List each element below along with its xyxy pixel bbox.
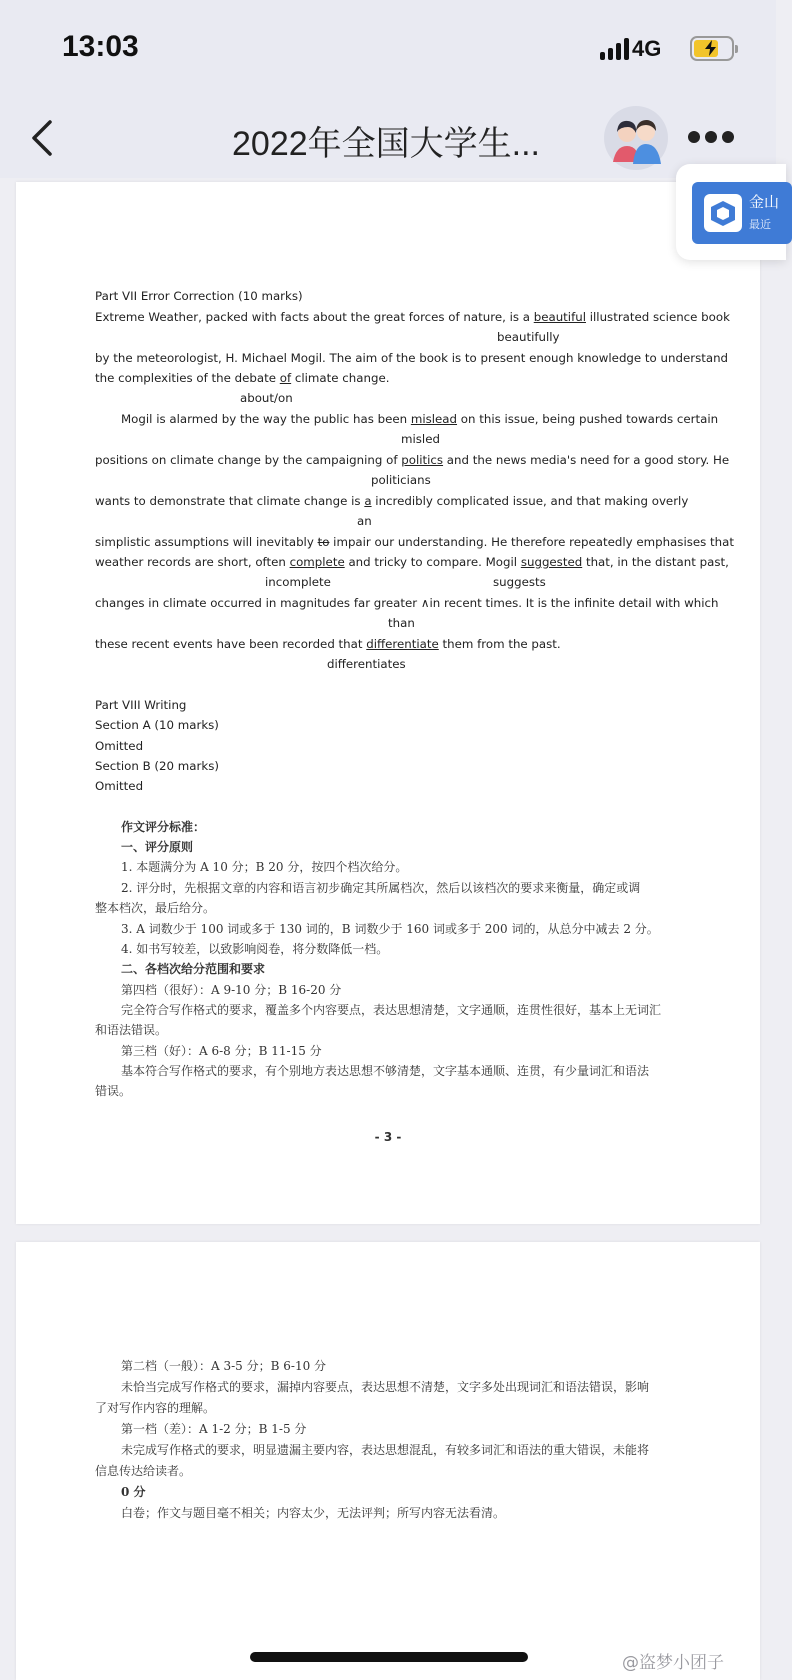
watermark: @盗梦小团子	[622, 1653, 724, 1673]
grade-desc: 白卷；作文与题目毫不相关；内容太少，无法评判；所写内容无法看清。	[121, 1506, 506, 1520]
page-number: - 3 -	[374, 1130, 402, 1144]
text-line: the complexities of the debate of climate change.	[95, 371, 390, 385]
status-bar	[0, 0, 776, 96]
grade-desc: 错误。	[95, 1084, 132, 1098]
document-page-2	[16, 1242, 760, 1680]
criteria-heading: 一、评分原则	[121, 840, 194, 854]
nav-bar	[0, 96, 776, 178]
home-indicator[interactable]	[250, 1652, 528, 1662]
grade-title: 第三档（好）：A 6-8 分；B 11-15 分	[121, 1044, 322, 1058]
text-line: Extreme Weather, packed with facts about the great forces of nature, is a beautiful illustrated science book	[95, 310, 730, 324]
text-line: wants to demonstrate that climate change is a incredibly complicated issue, and that making overly	[95, 494, 689, 508]
correction: suggests	[493, 575, 546, 589]
section-label: Section A (10 marks)	[95, 718, 219, 732]
criteria-item: 1. 本题满分为 A 10 分；B 20 分，按四个档次给分。	[121, 860, 408, 874]
correction: an	[357, 514, 372, 528]
correction: misled	[401, 432, 440, 446]
correction: than	[388, 616, 415, 630]
section-note: Omitted	[95, 739, 144, 753]
criteria-item: 4. 如书写较差，以致影响阅卷，将分数降低一档。	[121, 942, 389, 956]
grade-title: 第四档（很好）：A 9-10 分；B 16-20 分	[121, 983, 342, 997]
grade-desc: 基本符合写作格式的要求，有个别地方表达思想不够清楚，文字基本通顺、连贯，有少量词汇和语法	[121, 1064, 650, 1078]
avatar[interactable]	[604, 106, 668, 170]
correction: politicians	[371, 473, 431, 487]
app-shortcut-card[interactable]	[676, 164, 786, 260]
section-heading: Part VIII Writing	[95, 698, 187, 712]
text-line: changes in climate occurred in magnitudes far greater ∧in recent times. It is the infinite detail with which	[95, 596, 719, 610]
more-icon[interactable]	[688, 130, 734, 144]
grade-desc: 未恰当完成写作格式的要求，漏掉内容要点，表达思想不清楚，文字多处出现词汇和语法错误，影响	[121, 1380, 650, 1394]
criteria-item: 2. 评分时，先根据文章的内容和语言初步确定其所属档次，然后以该档次的要求来衡量，确定或调	[121, 881, 641, 895]
network-type: 4G	[632, 36, 662, 61]
back-icon[interactable]	[28, 118, 58, 158]
grade-desc: 和语法错误。	[95, 1023, 168, 1037]
grade-desc: 信息传达给读者。	[95, 1464, 192, 1478]
criteria-item: 整本档次，最后给分。	[95, 901, 216, 915]
text-line: Mogil is alarmed by the way the public has been mislead on this issue, being pushed towards certain	[121, 412, 719, 426]
grade-desc: 了对写作内容的理解。	[95, 1401, 216, 1415]
signal-icon	[600, 36, 636, 60]
grade-desc: 未完成写作格式的要求，明显遗漏主要内容，表达思想混乱，有较多词汇和语法的重大错误，未能将	[121, 1443, 650, 1457]
grade-title: 第二档（一般）：A 3-5 分；B 6-10 分	[121, 1359, 327, 1373]
text-line: simplistic assumptions will inevitably to impair our understanding. He therefore repeatedly emphasises that	[95, 535, 734, 549]
correction: beautifully	[497, 330, 560, 344]
grade-title: 0 分	[121, 1485, 146, 1499]
text-line: these recent events have been recorded that differentiate them from the past.	[95, 637, 561, 651]
section-heading: Part VII Error Correction (10 marks)	[95, 289, 303, 303]
text-line: positions on climate change by the campaigning of politics and the news media's need for a good story. He	[95, 453, 730, 467]
text-line: weather records are short, often complete and tricky to compare. Mogil suggested that, in the distant past,	[95, 555, 729, 569]
correction: differentiates	[327, 657, 406, 671]
criteria-item: 3. A 词数少于 100 词或多于 130 词的，B 词数少于 160 词或多于 200 词的，从总分中减去 2 分。	[121, 922, 659, 936]
correction: incomplete	[265, 575, 331, 589]
criteria-heading: 二、各档次给分范围和要求	[121, 962, 266, 976]
document-title: 2022年全国大学生...	[232, 125, 540, 163]
grade-desc: 完全符合写作格式的要求，覆盖多个内容要点，表达思想清楚，文字通顺，连贯性很好，基本上无词汇	[121, 1003, 662, 1017]
text-line: by the meteorologist, H. Michael Mogil. The aim of the book is to present enough knowledge to understand	[95, 351, 729, 365]
battery-icon	[690, 36, 734, 61]
section-label: Section B (20 marks)	[95, 759, 219, 773]
criteria-title: 作文评分标准：	[121, 820, 206, 834]
correction: about/on	[240, 391, 293, 405]
section-note: Omitted	[95, 779, 144, 793]
kingsoft-logo-icon	[704, 194, 742, 232]
status-time: 13:03	[62, 30, 139, 63]
card-subtitle: 最近	[749, 218, 771, 231]
card-title: 金山	[749, 193, 780, 211]
grade-title: 第一档（差）：A 1-2 分；B 1-5 分	[121, 1422, 307, 1436]
